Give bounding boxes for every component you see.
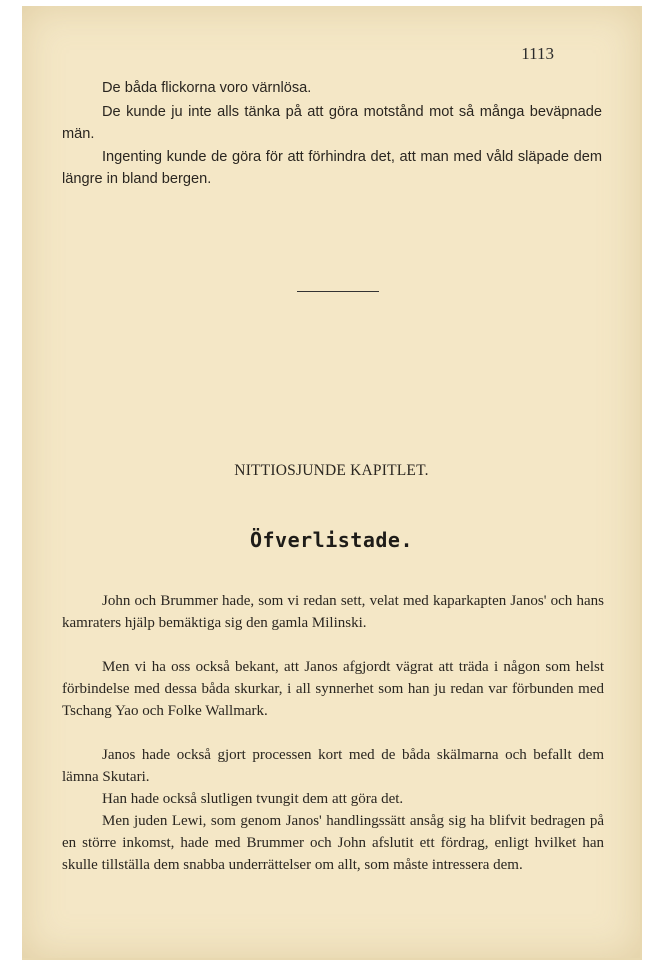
body-paragraph-4: Han hade också slutligen tvungit dem att göra det.	[102, 791, 404, 807]
paragraph-2: De kunde ju inte alls tänka på att göra motstånd mot så många beväpnade män.	[62, 104, 602, 142]
paragraph-3: Ingenting kunde de göra för att förhindra det, att man med våld släpade dem längre in bland bergen.	[62, 149, 602, 187]
body-paragraph-1: John och Brummer hade, som vi redan sett, velat med kaparkapten Janos' och hans kamraters hjälp bemäktiga sig den gamla Milinski.	[62, 593, 604, 631]
book-page	[22, 6, 642, 960]
body-paragraph-3: Janos hade också gjort processen kort med de båda skälmarna och befallt dem lämna Skutari.	[62, 747, 604, 785]
chapter-heading: NITTIOSJUNDE KAPITLET.	[234, 462, 429, 479]
paragraph-1: De båda flickorna voro värnlösa.	[102, 80, 312, 96]
chapter-title: Öfverlistade.	[249, 528, 414, 552]
body-paragraph-2: Men vi ha oss också bekant, att Janos afgjordt vägrat att träda i någon som helst förbindelse med dessa båda skurkar, i all synnerhet som han ju redan var förbunden med Tschang Yao och Folke Wallmark.	[62, 659, 604, 719]
page-number: 1113	[521, 44, 554, 63]
section-divider	[297, 291, 379, 292]
body-paragraph-5: Men juden Lewi, som genom Janos' handlingssätt ansåg sig ha blifvit bedragen på en större inkomst, hade med Brummer och John afslutit ett fördrag, enligt hvilket han skulle tillställa dem snabba underrättelser om allt, som måste intressera dem.	[62, 813, 604, 873]
